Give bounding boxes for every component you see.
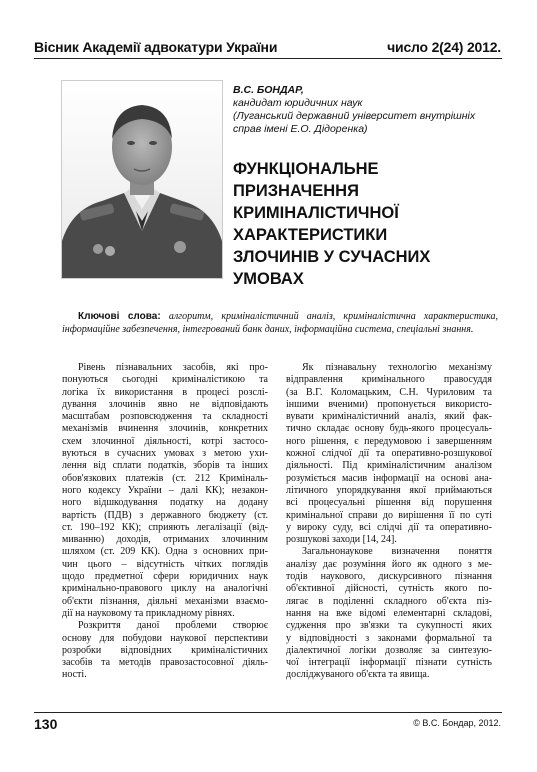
keywords-label: Ключові слова: <box>78 311 161 322</box>
text-line: миванню) доходів, отриманих злочинним <box>62 534 268 546</box>
author-photo <box>61 80 223 279</box>
text-line: судження про зв'язки та сукупності яких <box>286 620 492 632</box>
title-line: ЗЛОЧИНІВ У СУЧАСНИХ <box>233 248 431 266</box>
text-line: схем злочинної діяльності, котрі застосо- <box>62 435 268 447</box>
text-line: чин цього – відсутність чітких поглядів <box>62 558 268 570</box>
author-affiliation: (Луганський державний університет внутрішніх <box>233 110 476 122</box>
title-line: УМОВАХ <box>233 270 304 288</box>
text-line: Рівень пізнавальних засобів, які про- <box>78 362 268 373</box>
text-line: тодів наукового, дискурсивного пізнання <box>286 571 492 583</box>
footer-rule <box>34 712 502 713</box>
text-line: засобів та методів правозастосовної діяль- <box>62 657 268 669</box>
left-column <box>62 362 268 682</box>
text-line: розуміється масив інформації на основі ана- <box>286 472 492 484</box>
text-line: ного рішення, є передумовою і завершенням <box>286 435 492 447</box>
text-line: Розкриття даної проблеми створює <box>78 620 268 632</box>
text-line: ного відшкодування податку на додану <box>62 497 268 509</box>
text-line: чої інтеграції інформації пізнати сутність <box>286 657 492 669</box>
author-block <box>233 84 503 136</box>
text-line: основу для побудови наукової перспективи <box>62 632 268 644</box>
text-line: логіка їх використання в процесі розслі- <box>62 386 268 398</box>
text-line: дування злочинів явно не відповідають <box>62 398 268 410</box>
page-number: 130 <box>34 716 58 732</box>
text-line: Як пізнавальну технологію механізму <box>302 362 492 373</box>
text-line: понуються сьогодні криміналістикою та <box>62 374 268 386</box>
text-line: кримінальної справи до вирішення її по суті <box>286 509 492 521</box>
text-line: механізмів вчинення злочинів, конкретних <box>62 423 268 435</box>
title-line: КРИМІНАЛІСТИЧНОЇ <box>233 204 399 222</box>
text-line: у вироку суду, всі слідчі дії та оперативно- <box>286 521 492 533</box>
text-line: обов'язкових платежів (ст. 212 Криміналь- <box>62 472 268 484</box>
text-line: ст. 190–192 КК); сприяють легалізації (від- <box>62 521 268 533</box>
text-line: вувати криміналістичний аналіз, який фак- <box>286 411 492 423</box>
journal-title: Вісник Академії адвокатури України <box>34 39 278 55</box>
text-line: вуються в сучасних умовах з метою ухи- <box>62 448 268 460</box>
text-line: ності. <box>62 669 87 681</box>
text-line: Загальнонаукове визначення поняття <box>302 546 492 558</box>
text-line: лення від сплати податків, зборів та інших <box>62 460 268 472</box>
author-degree: кандидат юридичних наук <box>233 97 363 109</box>
text-line: об'єкти пізнання, діяльні механізми взаємо- <box>62 595 268 607</box>
keywords-block <box>62 311 498 336</box>
issue-number: число 2(24) 2012. <box>387 39 501 55</box>
text-line: досліджуваного об'єкта та явища. <box>286 669 430 681</box>
text-line: розробки відповідних криміналістичних <box>62 644 268 656</box>
text-line: іншими вченими) пропонується використо- <box>286 398 492 410</box>
text-line: масштабам розповсюдження та складності <box>62 411 268 423</box>
author-affiliation: справ імені Е.О. Дідоренка) <box>233 123 368 135</box>
text-line: кожної слідчої дії та оперативно-розшукової <box>286 448 492 460</box>
text-line: аналізу дає розуміння його як одного з ме- <box>286 558 492 570</box>
right-column <box>286 362 492 682</box>
text-line: літичного упорядкування якої приймаються <box>286 484 492 496</box>
text-line: ного кодексу України – далі КК); незакон- <box>62 484 268 496</box>
copyright-notice: © В.С. Бондар, 2012. <box>413 718 501 728</box>
title-line: ФУНКЦІОНАЛЬНЕ <box>233 160 379 178</box>
text-line: об'єктивної дійсності, сутність якого по- <box>286 583 492 595</box>
author-name: В.С. БОНДАР, <box>233 84 304 96</box>
text-line: діяльності. Під криміналістичним аналізом <box>286 460 492 472</box>
text-line: щодо предметної сфери юридичних наук <box>62 571 268 583</box>
title-line: ХАРАКТЕРИСТИКИ <box>233 226 388 244</box>
text-line: у відповідності з законами формальної та <box>286 632 492 644</box>
text-line: діалектичної логіки дозволяє за синтезую- <box>286 644 492 656</box>
header-rule <box>34 58 502 59</box>
text-line: нання на вже відомі елементарні складові, <box>286 607 492 619</box>
keywords-text: алгоритм, криміналістичний аналіз, криміналістична характеристика, інформаційне забезпечення, інтегрований банк даних, інформаційна система, спеціальні знання. <box>62 311 498 335</box>
text-line: тично складає основу будь-якого процесуаль- <box>286 423 492 435</box>
text-line: дії на науковому та прикладному рівнях. <box>62 607 235 619</box>
text-line: відправлення кримінального правосуддя <box>286 374 492 386</box>
text-line: всі процесуальні рішення від порушення <box>286 497 492 509</box>
text-line: вартість (ПДВ) з державного бюджету (ст. <box>62 509 268 521</box>
text-line: (за В.Г. Коломацьким, С.Н. Чуриловим та <box>286 386 492 398</box>
title-line: ПРИЗНАЧЕННЯ <box>233 182 359 200</box>
article-title <box>233 158 503 290</box>
text-line: шляхом (ст. 209 КК). Одна з основних при- <box>62 546 268 558</box>
text-line: лягає в поділенні складного об'єкта пiз- <box>286 595 492 607</box>
text-line: розшукові заходи [14, 24]. <box>286 534 397 546</box>
text-line: кримінально-правового циклу на аналогічні <box>62 583 268 595</box>
